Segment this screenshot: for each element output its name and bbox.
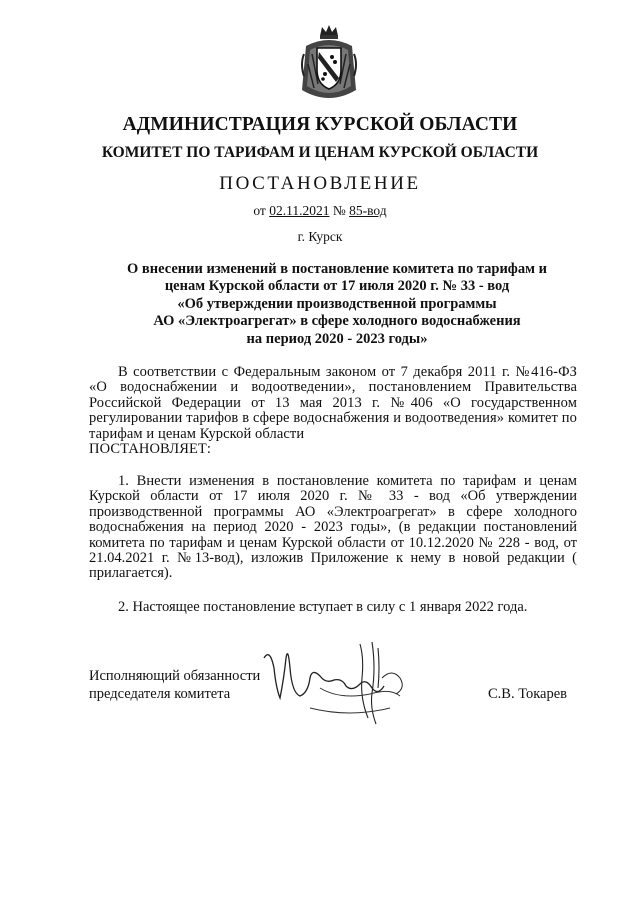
subject-line: О внесении изменений в постановление комитета по тарифам и [127, 261, 547, 277]
item-1-paragraph: 1. Внести изменения в постановление комитета по тарифам и ценам Курской области от 17 июля 2020 г. № 33 - вод «Об утверждении производственной программы АО «Электроагрегат» в сфере холодного водоснабжения на период 2020 - 2023 годы», (в редакции постановлений комитета по тарифам и ценам Курской области от 10.12.2020 № 228 - вод, от 21.04.2021 г. №13-вод), изложив Приложение к нему в новой редакции ( прилагается). [89, 473, 577, 582]
handwritten-signature [260, 638, 420, 726]
coat-of-arms-icon [298, 24, 360, 106]
signatory-name: С.В. Токарев [488, 686, 568, 702]
document-subject [100, 261, 574, 348]
date-prefix: от [253, 203, 266, 218]
subject-line: «Об утверждении производственной программы [177, 295, 497, 312]
subject-line: АО «Электроагрегат» в сфере холодного водоснабжения [153, 313, 521, 330]
number-sign: № [332, 203, 346, 218]
item-2-paragraph: 2. Настоящее постановление вступает в силу с 1 января 2022 года. [118, 599, 528, 615]
subject-line: ценам Курской области от 17 июля 2020 г. № 33 - вод [164, 278, 510, 295]
administration-title: АДМИНИСТРАЦИЯ КУРСКОЙ ОБЛАСТИ [122, 114, 518, 135]
document-number: 85-вод [349, 203, 387, 218]
subject-line: на период 2020 - 2023 годы» [246, 330, 428, 347]
committee-title: КОМИТЕТ ПО ТАРИФАМ И ЦЕНАМ КУРСКОЙ ОБЛАСТИ [101, 144, 539, 161]
role-line: Исполняющий обязанности [89, 668, 261, 684]
role-line: председателя комитета [89, 686, 231, 702]
preamble-paragraph [89, 365, 577, 457]
document-date-number [0, 203, 640, 219]
signatory-role [89, 667, 260, 703]
city: г. Курск [297, 229, 343, 244]
preamble-text: В соответствии с Федеральным законом от 7 декабря 2011 г. №416-ФЗ «О водоснабжении и водоотведении», постановлением Правительства Российской Федерации от 13 мая 2013 г. №406 «О государственном регулировании тарифов в сфере водоснабжения и водоотведения» комитет по тарифам и ценам Курской области [89, 364, 577, 442]
document-date: 02.11.2021 [269, 203, 330, 218]
resolves-text: ПОСТАНОВЛЯЕТ: [89, 441, 212, 458]
document-type: ПОСТАНОВЛЕНИЕ [219, 173, 421, 194]
